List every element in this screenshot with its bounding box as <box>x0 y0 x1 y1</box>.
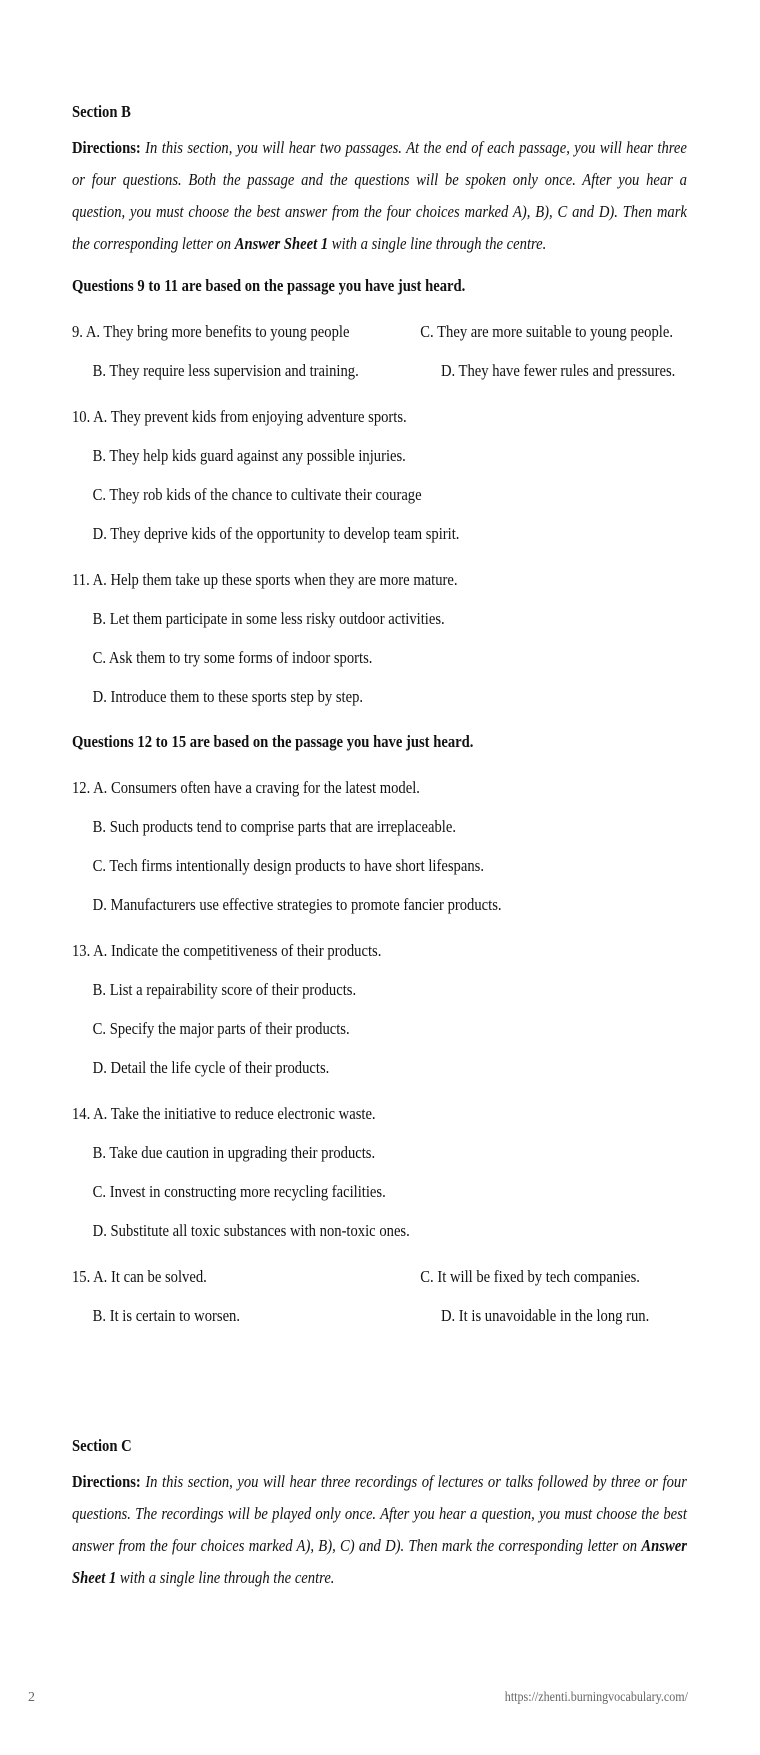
q12-option-a: 12. A. Consumers often have a craving for the latest model. <box>72 778 420 797</box>
directions-tail: with a single line through the centre. <box>116 1568 335 1587</box>
question-11 <box>72 560 687 716</box>
q11-option-a: 11. A. Help them take up these sports when they are more mature. <box>72 570 458 589</box>
question-15 <box>72 1257 687 1335</box>
q11-option-c: C. Ask them to try some forms of indoor sports. <box>92 648 373 667</box>
directions-text: In this section, you will hear three recordings of lectures or talks followed by three or four questions. The recordings will be played only once. After you hear a question, you must choose the best answer from the four choices marked A), B), C) and D). Then mark the corresponding letter on <box>72 1472 687 1555</box>
q15-option-c: C. It will be fixed by tech companies. <box>420 1267 640 1286</box>
q12-option-b: B. Such products tend to comprise parts that are irreplaceable. <box>92 817 456 836</box>
q10-option-a: 10. A. They prevent kids from enjoying adventure sports. <box>72 407 407 426</box>
question-12 <box>72 768 687 924</box>
q13-option-d: D. Detail the life cycle of their products. <box>92 1058 330 1077</box>
question-9 <box>72 312 687 390</box>
q13-option-b: B. List a repairability score of their products. <box>92 980 357 999</box>
q11-option-b: B. Let them participate in some less risky outdoor activities. <box>92 609 445 628</box>
question-10 <box>72 397 687 553</box>
q15-option-a: 15. A. It can be solved. <box>72 1267 207 1286</box>
question-13 <box>72 931 687 1087</box>
q10-option-b: B. They help kids guard against any possible injuries. <box>92 446 406 465</box>
q10-option-c: C. They rob kids of the chance to cultivate their courage <box>92 485 422 504</box>
q9-option-b: B. They require less supervision and training. <box>92 361 359 380</box>
directions-label: Directions: <box>72 138 141 157</box>
section-spacer <box>72 1342 687 1430</box>
q13-option-a: 13. A. Indicate the competitiveness of their products. <box>72 941 382 960</box>
page-number: 2 <box>28 1690 35 1705</box>
q10-option-d: D. They deprive kids of the opportunity to develop team spirit. <box>92 524 460 543</box>
q14-option-b: B. Take due caution in upgrading their products. <box>92 1143 376 1162</box>
q9-option-d: D. They have fewer rules and pressures. <box>440 361 676 380</box>
q9-option-a: 9. A. They bring more benefits to young people <box>72 322 350 341</box>
q15-option-b: B. It is certain to worsen. <box>92 1306 241 1325</box>
q14-option-d: D. Substitute all toxic substances with non-toxic ones. <box>92 1221 410 1240</box>
directions-text: In this section, you will hear two passages. At the end of each passage, you will hear three or four questions. Both the passage and the questions will be spoken only once. After you hear a question, you must choose the best answer from the four choices marked A), B), C and D). Then mark the corresponding letter on <box>72 138 687 253</box>
directions-label: Directions: <box>72 1472 141 1491</box>
directions-tail: with a single line through the centre. <box>328 234 547 253</box>
footer-url: https://zhenti.burningvocabulary.com/ <box>504 1690 688 1705</box>
q14-option-a: 14. A. Take the initiative to reduce electronic waste. <box>72 1104 376 1123</box>
answer-sheet-label: Answer Sheet 1 <box>72 1536 687 1587</box>
section-c-title: Section C <box>72 1436 132 1455</box>
question-14 <box>72 1094 687 1250</box>
exam-page <box>72 96 687 1602</box>
answer-sheet-label: Answer Sheet 1 <box>234 234 329 253</box>
q12-option-c: C. Tech firms intentionally design products to have short lifespans. <box>92 856 484 875</box>
q11-option-d: D. Introduce them to these sports step by step. <box>92 687 364 706</box>
q9-option-c: C. They are more suitable to young people. <box>420 322 673 341</box>
page-content <box>72 96 687 1594</box>
question-group-title-9-11: Questions 9 to 11 are based on the passage you have just heard. <box>72 276 466 295</box>
q14-option-c: C. Invest in constructing more recycling facilities. <box>92 1182 386 1201</box>
q15-option-d: D. It is unavoidable in the long run. <box>440 1306 650 1325</box>
question-group-title-12-15: Questions 12 to 15 are based on the passage you have just heard. <box>72 732 474 751</box>
section-b-title: Section B <box>72 102 131 121</box>
q13-option-c: C. Specify the major parts of their products. <box>92 1019 350 1038</box>
section-b-directions <box>72 132 687 260</box>
section-c-directions <box>72 1466 687 1594</box>
q12-option-d: D. Manufacturers use effective strategies to promote fancier products. <box>92 895 502 914</box>
